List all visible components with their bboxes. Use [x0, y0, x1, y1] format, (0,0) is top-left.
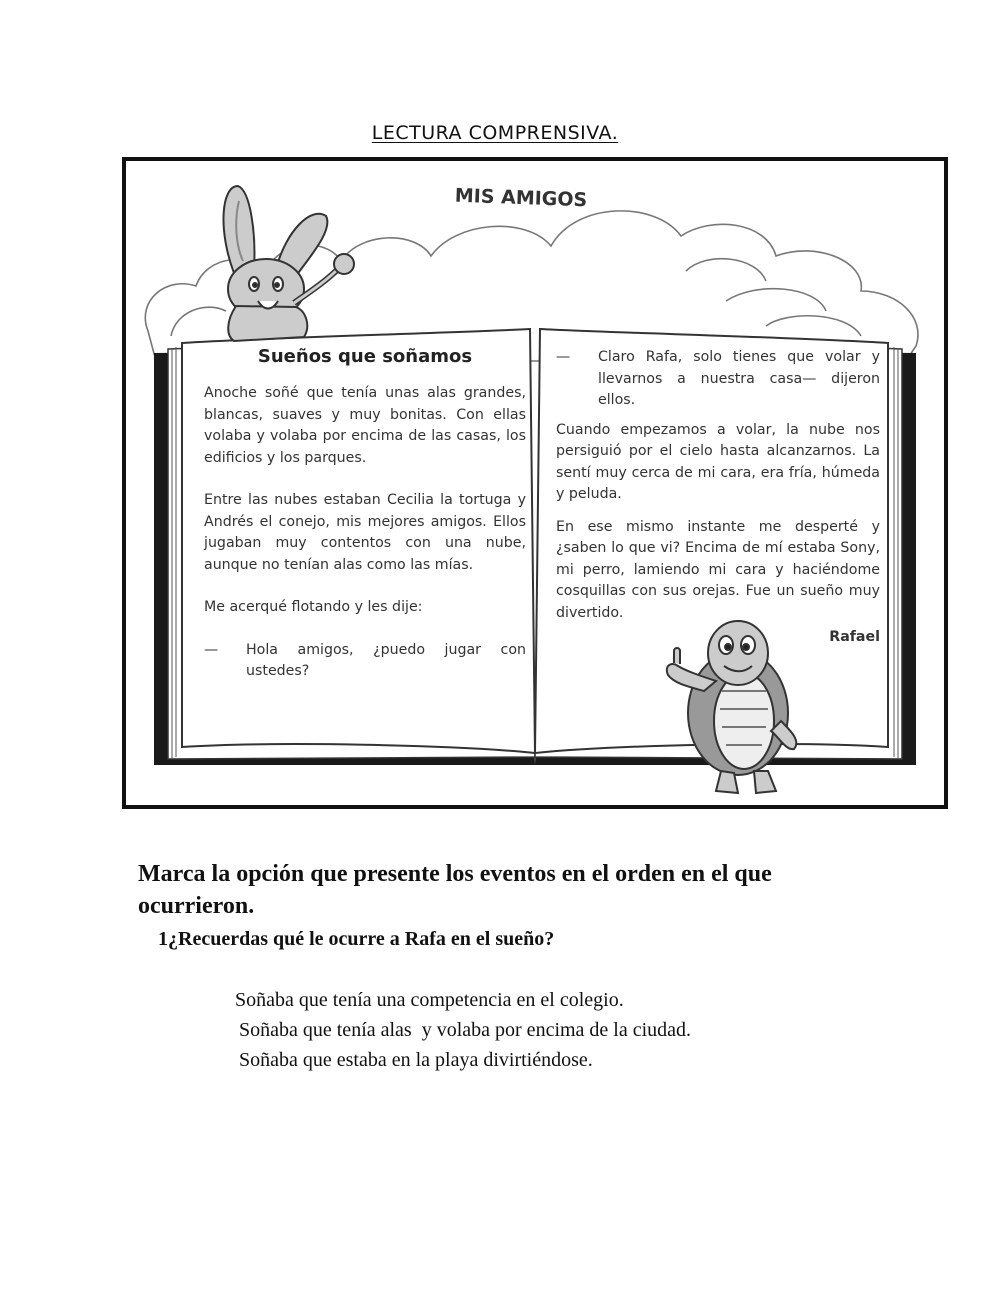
- answer-option[interactable]: Soñaba que tenía alas y volaba por encima de la ciudad.: [239, 1019, 692, 1041]
- story-paragraph: Me acerqué flotando y les dije:: [204, 599, 423, 615]
- answer-option[interactable]: Soñaba que estaba en la playa divirtiéndose.: [239, 1049, 593, 1071]
- book-title: MIS AMIGOS: [454, 184, 588, 212]
- dialogue-line: [556, 347, 880, 412]
- story-illustration: [122, 157, 948, 809]
- dialogue-text: Claro Rafa, solo tienes que volar y llevarnos a nuestra casa— dijeron ellos.: [598, 349, 880, 408]
- book-right-page: [556, 347, 880, 649]
- dialogue-dash: —: [556, 349, 571, 365]
- story-title: Sueños que soñamos: [257, 346, 473, 367]
- dialogue-line: [204, 640, 526, 683]
- dialogue-dash: —: [204, 641, 219, 658]
- author-signature: Rafael: [829, 629, 880, 645]
- exercise-instruction: Marca la opción que presente los eventos en el orden en el que ocurrieron.: [138, 861, 772, 919]
- story-paragraph: En ese mismo instante me desperté y ¿saben lo que vi? Encima de mí estaba Sony, mi perro, lamiendo mi cara y haciéndome cosquillas con sus orejas. Fue un sueño muy divertido.: [556, 518, 880, 621]
- book-left-page: [204, 345, 526, 683]
- dialogue-text: Hola amigos, ¿puedo jugar con ustedes?: [246, 641, 526, 679]
- answer-option[interactable]: Soñaba que tenía una competencia en el colegio.: [235, 989, 624, 1011]
- story-paragraph: Anoche soñé que tenía unas alas grandes, blancas, suaves y muy bonitas. Con ellas volaba y volaba por encima de las casas, los edificios y los parques.: [204, 385, 526, 466]
- story-paragraph: Cuando empezamos a volar, la nube nos persiguió por el cielo hasta alcanzarnos. La sentí muy cerca de mi cara, era fría, húmeda y peluda.: [556, 421, 880, 502]
- exercise-question: 1¿Recuerdas qué le ocurre a Rafa en el sueño?: [158, 928, 555, 950]
- story-paragraph: Entre las nubes estaban Cecilia la tortuga y Andrés el conejo, mis mejores amigos. Ellos jugaban muy contentos con una nube, aunque no tenían alas como las mías.: [204, 492, 526, 573]
- answer-options: [235, 985, 935, 1075]
- page-title: LECTURA COMPRENSIVA.: [371, 122, 619, 144]
